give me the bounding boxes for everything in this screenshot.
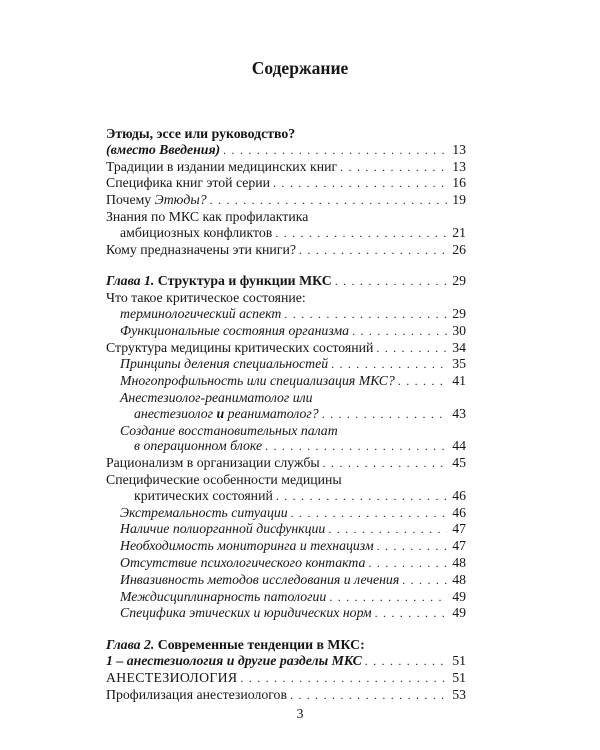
toc-entry[interactable]	[106, 242, 466, 259]
chapter-label: Глава 2.	[106, 637, 155, 653]
section-gap	[106, 258, 466, 273]
toc-entry-text: Функциональные состояния организма	[120, 322, 350, 338]
toc-page-number: 34	[452, 339, 466, 355]
toc-entry-text-b: и	[216, 405, 225, 421]
toc-entry-text: Анестезиолог-реаниматолог или	[120, 389, 313, 405]
toc-subentry[interactable]	[106, 538, 466, 555]
dot-leader	[402, 573, 447, 589]
toc-entry[interactable]	[106, 209, 466, 242]
toc-page-number: 49	[452, 588, 466, 604]
dot-leader	[291, 506, 447, 522]
dot-leader	[375, 606, 447, 622]
toc-entry-text: терминологический аспект	[120, 305, 282, 321]
toc-entry-text: амбициозных конфликтов	[120, 224, 273, 240]
toc-entry-text-a: анестезиолог	[134, 405, 217, 421]
toc-page-number: 26	[452, 241, 466, 257]
toc-entry-text: Междисциплинарность патологии	[120, 588, 327, 604]
dot-leader	[340, 160, 447, 176]
toc-entry-text: Принципы деления специальностей	[120, 356, 329, 372]
dot-leader	[276, 489, 447, 505]
toc-entry-text: Профилизация анестезиологов	[106, 686, 287, 702]
toc-entry-text: Рационализм в организации службы	[106, 455, 320, 471]
toc-subentry[interactable]	[106, 323, 466, 340]
toc-page-number: 46	[452, 487, 466, 503]
dot-leader	[275, 226, 447, 242]
dot-leader	[331, 357, 447, 373]
toc-subentry[interactable]	[106, 555, 466, 572]
toc-entry[interactable]	[106, 175, 466, 192]
toc-page-number: 47	[452, 538, 466, 554]
dot-leader	[273, 176, 447, 192]
toc-page-number: 21	[452, 224, 466, 240]
toc-page-number: 48	[452, 571, 466, 587]
toc-entry-text: Структура медицины критических состояний	[106, 339, 374, 355]
toc-entry-text: Отсутствие психологического контакта	[120, 554, 366, 570]
toc-page-number: 53	[452, 686, 466, 702]
toc-subentry[interactable]	[106, 589, 466, 606]
dot-leader	[365, 654, 447, 670]
dot-leader	[329, 590, 447, 606]
toc-chapter-title	[106, 637, 365, 653]
chapter-title-text: Современные тенденции в МКС:	[154, 637, 365, 653]
toc-subentry[interactable]	[106, 505, 466, 522]
dot-leader	[210, 193, 447, 209]
toc-entry-text: Специфика этических и юридических норм	[120, 605, 372, 621]
dot-leader	[377, 539, 447, 555]
page-number: 3	[296, 707, 304, 722]
toc-page-number: 19	[452, 192, 466, 208]
toc-entry-text: Что такое критическое состояние:	[106, 290, 306, 306]
dot-leader	[335, 274, 447, 290]
toc-page-number: 13	[452, 141, 466, 157]
dot-leader	[323, 456, 447, 472]
dot-leader	[223, 143, 447, 159]
toc-page-number: 43	[452, 405, 466, 421]
toc-entry[interactable]	[106, 472, 466, 505]
toc-subentry[interactable]	[106, 373, 466, 390]
dot-leader	[290, 688, 447, 704]
toc-entry-text	[106, 192, 207, 208]
toc-subentry[interactable]	[106, 572, 466, 589]
toc-entry-text: Необходимость мониторинга и технацизм	[120, 538, 374, 554]
toc-entry[interactable]	[106, 687, 466, 704]
toc-chapter-title	[106, 273, 332, 289]
toc-entry-text: АНЕСТЕЗИОЛОГИЯ	[106, 669, 238, 685]
toc-page-number: 41	[452, 373, 466, 389]
toc-page-number: 16	[452, 175, 466, 191]
toc-entry-text	[134, 406, 319, 422]
dot-leader	[376, 341, 447, 357]
toc-entry-text: Знания по МКС как профилактика	[106, 208, 309, 224]
section-gap	[106, 622, 466, 637]
toc-page-number: 48	[452, 554, 466, 570]
toc-chapter-subtitle: 1 – анестезиология и другие разделы МКС	[106, 652, 362, 668]
dot-leader	[368, 556, 447, 572]
toc-subentry[interactable]	[106, 356, 466, 373]
toc-page-number: 45	[452, 455, 466, 471]
toc-entry-text: Специфика книг этой серии	[106, 175, 271, 191]
toc-page-number: 44	[452, 438, 466, 454]
toc-page-number: 51	[452, 669, 466, 685]
toc-chapter-2[interactable]	[106, 637, 466, 670]
page-title: Содержание	[251, 58, 349, 78]
toc-entry-text: Наличие полиорганной дисфункции	[120, 521, 326, 537]
toc-entry[interactable]	[106, 159, 466, 176]
toc-page-number: 29	[452, 305, 466, 321]
toc-entry-intro[interactable]	[106, 126, 466, 159]
toc-subentry[interactable]	[106, 306, 466, 323]
dot-leader	[299, 243, 447, 259]
toc-page-number: 49	[452, 605, 466, 621]
toc-entry[interactable]	[106, 455, 466, 472]
dot-leader	[322, 407, 447, 423]
chapter-label: Глава 1.	[106, 273, 155, 289]
dot-leader	[265, 439, 447, 455]
toc-subentry[interactable]	[106, 521, 466, 538]
toc-entry-text: критических состояний	[134, 487, 273, 503]
toc-subentry[interactable]	[106, 605, 466, 622]
toc-entry-text: Этюды, эссе или руководство?	[106, 126, 296, 141]
toc-entry-text-pre: Почему	[106, 192, 155, 208]
dot-leader	[352, 324, 447, 340]
toc-chapter-1[interactable]	[106, 273, 466, 290]
toc-entry-text: (вместо Введения)	[106, 141, 221, 157]
toc-page-number: 29	[452, 273, 466, 289]
toc-page-number: 13	[452, 158, 466, 174]
dot-leader	[240, 671, 447, 687]
toc-page-number: 51	[452, 652, 466, 668]
toc-entry-text: Многопрофильность или специализация МКС?	[120, 373, 395, 389]
toc-entry-text-c: реаниматолог?	[224, 405, 319, 421]
table-of-contents	[106, 126, 466, 703]
toc-entry-text: Кому предназначены эти книги?	[106, 241, 296, 257]
toc-entry-text: в операционном блоке	[134, 438, 263, 454]
toc-entry-text: Создание восстановительных палат	[120, 422, 338, 438]
toc-entry[interactable]	[106, 340, 466, 357]
toc-entry[interactable]	[106, 192, 466, 209]
toc-subentry[interactable]	[106, 423, 466, 456]
toc-entry[interactable]	[106, 670, 466, 687]
toc-page-number: 30	[452, 322, 466, 338]
dot-leader	[284, 307, 447, 323]
dot-leader	[398, 374, 447, 390]
toc-entry[interactable]	[106, 290, 466, 306]
toc-page-number: 35	[452, 356, 466, 372]
toc-entry-text-italic: Этюды?	[154, 192, 207, 208]
toc-entry-text: Специфические особенности медицины	[106, 471, 342, 487]
toc-entry-text: Экстремальность ситуации	[120, 504, 288, 520]
toc-subentry[interactable]	[106, 390, 466, 423]
dot-leader	[328, 522, 447, 538]
toc-page-number: 47	[452, 521, 466, 537]
toc-page-number: 46	[452, 504, 466, 520]
toc-entry-text: Традиции в издании медицинских книг	[106, 158, 338, 174]
chapter-title-text: Структура и функции МКС	[154, 273, 332, 289]
toc-entry-text: Инвазивность методов исследования и лечения	[120, 571, 400, 587]
